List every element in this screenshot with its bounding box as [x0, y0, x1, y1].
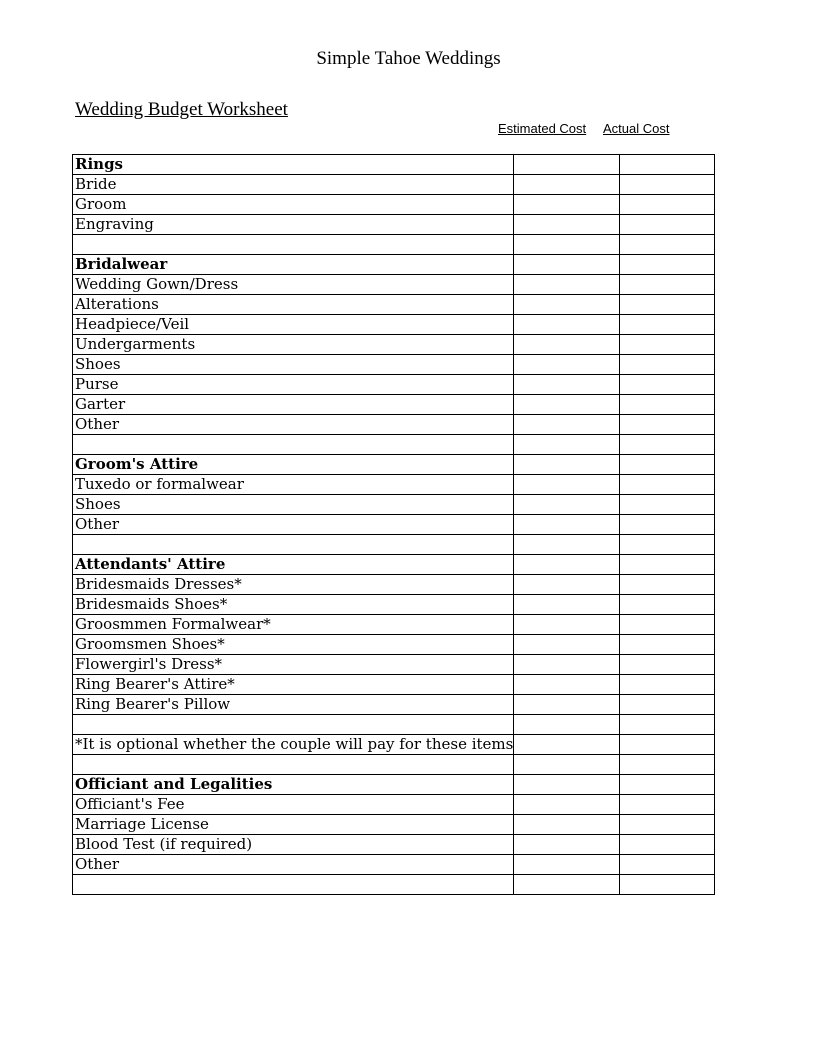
item-label	[73, 755, 514, 775]
estimated-cost-cell[interactable]	[514, 455, 620, 475]
actual-cost-cell[interactable]	[620, 195, 715, 215]
actual-cost-cell[interactable]	[620, 555, 715, 575]
item-label: Tuxedo or formalwear	[73, 475, 514, 495]
section-label: Attendants' Attire	[73, 555, 514, 575]
item-label: Other	[73, 415, 514, 435]
item-label: *It is optional whether the couple will pay for these items	[73, 735, 514, 755]
budget-item-row	[73, 175, 715, 195]
actual-cost-cell[interactable]	[620, 215, 715, 235]
estimated-cost-cell[interactable]	[514, 335, 620, 355]
estimated-cost-cell[interactable]	[514, 275, 620, 295]
estimated-cost-cell[interactable]	[514, 235, 620, 255]
item-label: Ring Bearer's Attire*	[73, 675, 514, 695]
item-label: Bride	[73, 175, 514, 195]
section-header-row	[73, 155, 715, 175]
item-label: Bridesmaids Dresses*	[73, 575, 514, 595]
budget-item-row	[73, 395, 715, 415]
budget-item-row	[73, 215, 715, 235]
item-label	[73, 715, 514, 735]
estimated-cost-cell[interactable]	[514, 795, 620, 815]
budget-table	[72, 154, 715, 895]
blank-row	[73, 755, 715, 775]
estimated-cost-cell[interactable]	[514, 435, 620, 455]
budget-item-row	[73, 355, 715, 375]
estimated-cost-cell[interactable]	[514, 635, 620, 655]
actual-cost-cell[interactable]	[620, 535, 715, 555]
item-label: Headpiece/Veil	[73, 315, 514, 335]
section-header-row	[73, 455, 715, 475]
actual-cost-cell[interactable]	[620, 175, 715, 195]
actual-cost-cell[interactable]	[620, 875, 715, 895]
budget-item-row	[73, 835, 715, 855]
item-label: Undergarments	[73, 335, 514, 355]
budget-item-row	[73, 615, 715, 635]
actual-cost-cell[interactable]	[620, 795, 715, 815]
budget-item-row	[73, 595, 715, 615]
actual-cost-cell[interactable]	[620, 515, 715, 535]
item-label: Groom	[73, 195, 514, 215]
budget-item-row	[73, 675, 715, 695]
estimated-cost-cell[interactable]	[514, 535, 620, 555]
actual-cost-cell[interactable]	[620, 575, 715, 595]
actual-cost-cell[interactable]	[620, 315, 715, 335]
item-label: Ring Bearer's Pillow	[73, 695, 514, 715]
blank-row	[73, 715, 715, 735]
actual-cost-cell[interactable]	[620, 355, 715, 375]
budget-item-row	[73, 735, 715, 755]
estimated-cost-cell[interactable]	[514, 855, 620, 875]
estimated-cost-cell[interactable]	[514, 595, 620, 615]
item-label	[73, 435, 514, 455]
actual-cost-cell[interactable]	[620, 235, 715, 255]
item-label: Purse	[73, 375, 514, 395]
item-label: Groosmmen Formalwear*	[73, 615, 514, 635]
estimated-cost-cell[interactable]	[514, 835, 620, 855]
estimated-cost-cell[interactable]	[514, 775, 620, 795]
section-header-row	[73, 775, 715, 795]
actual-cost-cell[interactable]	[620, 475, 715, 495]
document-title: Simple Tahoe Weddings	[316, 48, 501, 69]
blank-row	[73, 435, 715, 455]
actual-cost-cell[interactable]	[620, 675, 715, 695]
budget-item-row	[73, 495, 715, 515]
actual-cost-cell[interactable]	[620, 595, 715, 615]
budget-item-row	[73, 335, 715, 355]
actual-cost-cell[interactable]	[620, 615, 715, 635]
item-label: Alterations	[73, 295, 514, 315]
estimated-cost-cell[interactable]	[514, 735, 620, 755]
estimated-cost-cell[interactable]	[514, 315, 620, 335]
budget-item-row	[73, 475, 715, 495]
estimated-cost-header: Estimated Cost	[498, 121, 587, 136]
actual-cost-cell[interactable]	[620, 715, 715, 735]
estimated-cost-cell[interactable]	[514, 615, 620, 635]
estimated-cost-cell[interactable]	[514, 255, 620, 275]
actual-cost-cell[interactable]	[620, 635, 715, 655]
budget-item-row	[73, 275, 715, 295]
budget-item-row	[73, 515, 715, 535]
estimated-cost-cell[interactable]	[514, 715, 620, 735]
item-label: Garter	[73, 395, 514, 415]
item-label: Bridesmaids Shoes*	[73, 595, 514, 615]
actual-cost-cell[interactable]	[620, 275, 715, 295]
estimated-cost-cell[interactable]	[514, 215, 620, 235]
actual-cost-cell[interactable]	[620, 435, 715, 455]
estimated-cost-cell[interactable]	[514, 195, 620, 215]
budget-item-row	[73, 655, 715, 675]
section-header-row	[73, 555, 715, 575]
section-label: Groom's Attire	[73, 455, 514, 475]
blank-row	[73, 875, 715, 895]
actual-cost-cell[interactable]	[620, 835, 715, 855]
estimated-cost-cell[interactable]	[514, 655, 620, 675]
item-label: Blood Test (if required)	[73, 835, 514, 855]
estimated-cost-cell[interactable]	[514, 175, 620, 195]
section-label: Bridalwear	[73, 255, 514, 275]
worksheet-subtitle: Wedding Budget Worksheet	[75, 99, 288, 120]
estimated-cost-cell[interactable]	[514, 875, 620, 895]
budget-item-row	[73, 375, 715, 395]
item-label: Flowergirl's Dress*	[73, 655, 514, 675]
section-label: Officiant and Legalities	[73, 775, 514, 795]
budget-item-row	[73, 795, 715, 815]
estimated-cost-cell[interactable]	[514, 355, 620, 375]
budget-item-row	[73, 695, 715, 715]
item-label: Other	[73, 515, 514, 535]
actual-cost-cell[interactable]	[620, 775, 715, 795]
estimated-cost-cell[interactable]	[514, 415, 620, 435]
actual-cost-cell[interactable]	[620, 295, 715, 315]
item-label: Marriage License	[73, 815, 514, 835]
item-label: Officiant's Fee	[73, 795, 514, 815]
item-label	[73, 235, 514, 255]
actual-cost-cell[interactable]	[620, 735, 715, 755]
actual-cost-cell[interactable]	[620, 155, 715, 175]
actual-cost-cell[interactable]	[620, 755, 715, 775]
item-label: Other	[73, 855, 514, 875]
actual-cost-cell[interactable]	[620, 375, 715, 395]
item-label: Wedding Gown/Dress	[73, 275, 514, 295]
estimated-cost-cell[interactable]	[514, 155, 620, 175]
item-label	[73, 535, 514, 555]
estimated-cost-cell[interactable]	[514, 375, 620, 395]
actual-cost-cell[interactable]	[620, 395, 715, 415]
estimated-cost-cell[interactable]	[514, 475, 620, 495]
estimated-cost-cell[interactable]	[514, 295, 620, 315]
estimated-cost-cell[interactable]	[514, 495, 620, 515]
blank-row	[73, 235, 715, 255]
actual-cost-cell[interactable]	[620, 415, 715, 435]
estimated-cost-cell[interactable]	[514, 815, 620, 835]
actual-cost-cell[interactable]	[620, 855, 715, 875]
estimated-cost-cell[interactable]	[514, 555, 620, 575]
item-label: Groomsmen Shoes*	[73, 635, 514, 655]
budget-item-row	[73, 815, 715, 835]
estimated-cost-cell[interactable]	[514, 755, 620, 775]
item-label: Shoes	[73, 355, 514, 375]
budget-item-row	[73, 195, 715, 215]
actual-cost-cell[interactable]	[620, 495, 715, 515]
item-label	[73, 875, 514, 895]
estimated-cost-cell[interactable]	[514, 395, 620, 415]
section-label: Rings	[73, 155, 514, 175]
item-label: Engraving	[73, 215, 514, 235]
budget-item-row	[73, 575, 715, 595]
estimated-cost-cell[interactable]	[514, 675, 620, 695]
actual-cost-cell[interactable]	[620, 655, 715, 675]
actual-cost-cell[interactable]	[620, 815, 715, 835]
budget-item-row	[73, 415, 715, 435]
actual-cost-cell[interactable]	[620, 255, 715, 275]
budget-item-row	[73, 855, 715, 875]
budget-item-row	[73, 315, 715, 335]
budget-item-row	[73, 295, 715, 315]
actual-cost-cell[interactable]	[620, 455, 715, 475]
blank-row	[73, 535, 715, 555]
actual-cost-cell[interactable]	[620, 695, 715, 715]
section-header-row	[73, 255, 715, 275]
actual-cost-header: Actual Cost	[603, 121, 670, 136]
budget-item-row	[73, 635, 715, 655]
item-label: Shoes	[73, 495, 514, 515]
estimated-cost-cell[interactable]	[514, 695, 620, 715]
estimated-cost-cell[interactable]	[514, 515, 620, 535]
estimated-cost-cell[interactable]	[514, 575, 620, 595]
actual-cost-cell[interactable]	[620, 335, 715, 355]
